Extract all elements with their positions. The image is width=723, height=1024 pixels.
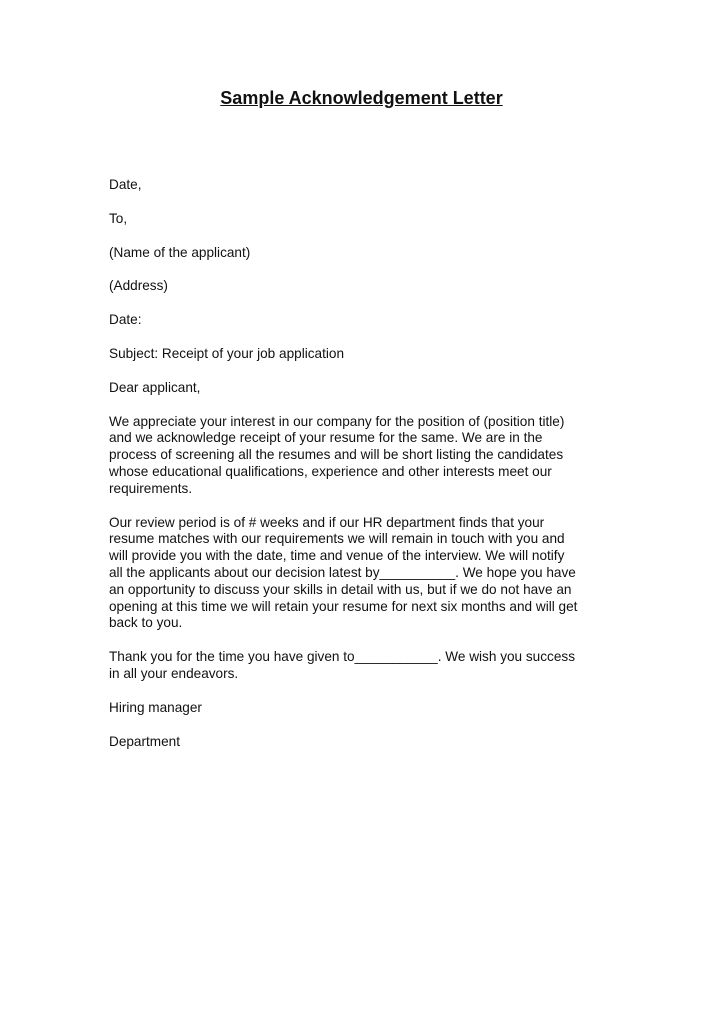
- paragraph-line: requirements.: [109, 480, 193, 496]
- paragraph-line: Thank you for the time you have given to___________. We wish you success: [109, 649, 575, 665]
- date-field-line: Date:: [109, 312, 142, 328]
- to-line: To,: [109, 210, 128, 226]
- department-line: Department: [109, 733, 181, 749]
- paragraph-line: whose educational qualifications, experience and other interests meet our: [109, 463, 552, 479]
- paragraph-line: process of screening all the resumes and will be short listing the candidates: [109, 447, 564, 463]
- paragraph-line: opening at this time we will retain your resume for next six months and will get: [109, 598, 578, 614]
- letter-body: [109, 177, 619, 767]
- subject-line: Subject: Receipt of your job application: [109, 345, 345, 361]
- paragraph-line: We appreciate your interest in our company for the position of (position title): [109, 413, 565, 429]
- date-line: Date,: [109, 177, 142, 192]
- paragraph-line: Our review period is of # weeks and if our HR department finds that your: [109, 514, 545, 530]
- paragraph-line: in all your endeavors.: [109, 665, 239, 681]
- applicant-name-line: (Name of the applicant): [109, 244, 251, 260]
- address-line: (Address): [109, 278, 168, 294]
- paragraph-line: an opportunity to discuss your skills in detail with us, but if we do not have an: [109, 581, 572, 597]
- paragraph-line: all the applicants about our decision latest by__________. We hope you have: [109, 564, 576, 580]
- paragraph-thanks: [109, 649, 619, 683]
- document-title: Sample Acknowledgement Letter: [220, 88, 503, 108]
- paragraph-line: and we acknowledge receipt of your resume for the same. We are in the: [109, 430, 543, 446]
- paragraph-review-period: [109, 515, 619, 633]
- paragraph-line: back to you.: [109, 615, 183, 631]
- signoff-line: Hiring manager: [109, 699, 202, 715]
- paragraph-line: will provide you with the date, time and venue of the interview. We will notify: [109, 548, 565, 564]
- paragraph-line: resume matches with our requirements we will remain in touch with you and: [109, 531, 565, 547]
- paragraph-appreciation: [109, 414, 619, 498]
- salutation-line: Dear applicant,: [109, 379, 201, 395]
